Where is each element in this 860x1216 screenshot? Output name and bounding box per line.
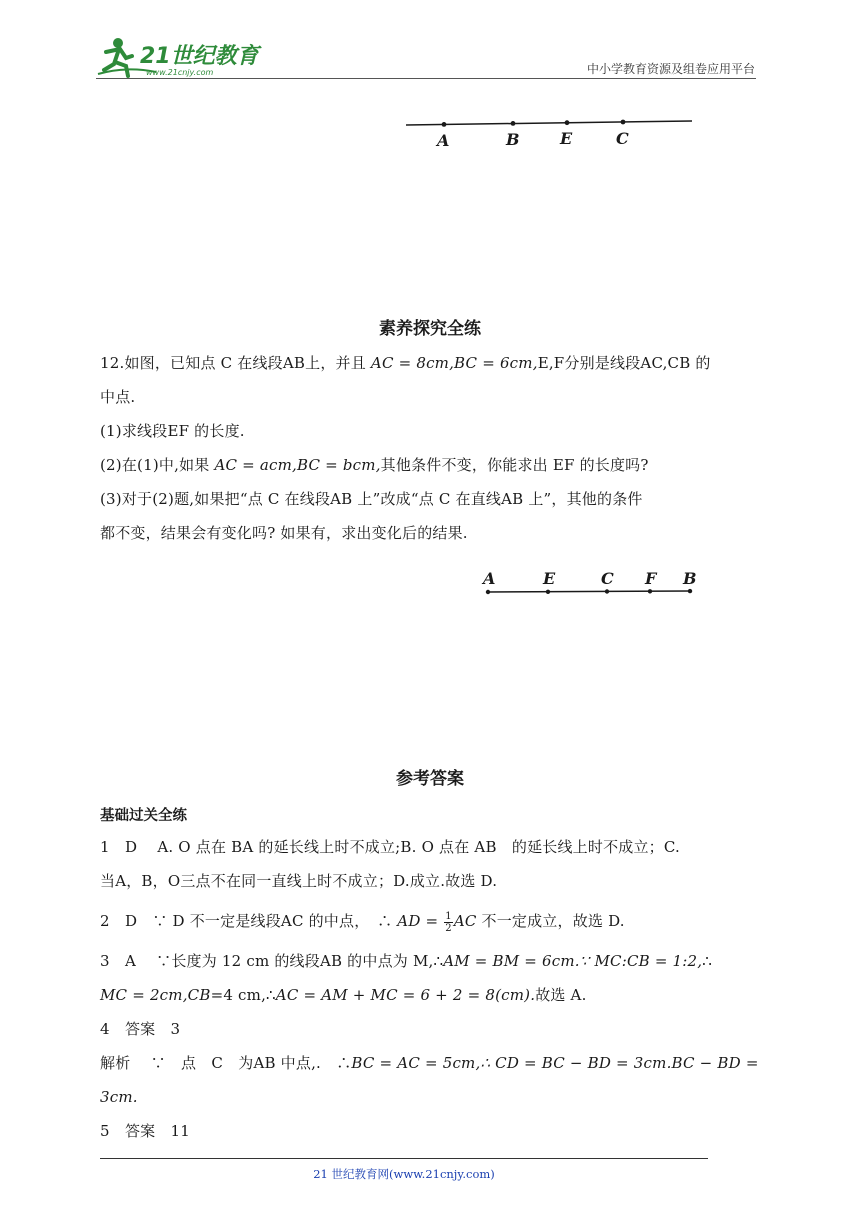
question-12-part-1: (1)求线段EF 的长度. xyxy=(100,422,245,440)
point-F xyxy=(648,589,652,593)
logo-url: www.21cnjy.com xyxy=(146,68,214,77)
label-A: A xyxy=(437,131,450,150)
answer-1-line-1: 1 D A. O 点在 BA 的延长线上时不成立;B. O 点在 AB 的延长线上时不成立；C. xyxy=(100,838,680,856)
a3-math: AC = AM + MC = 6 + 2 = 8(cm). xyxy=(275,986,536,1004)
a2-math: AC xyxy=(453,912,477,930)
a3-text: 故选 A. xyxy=(535,986,587,1004)
label-B: B xyxy=(506,130,520,149)
q12-text: (2)在(1)中,如果 xyxy=(100,456,215,474)
section-title: 素养探究全练 xyxy=(379,319,481,339)
point-B xyxy=(688,589,692,593)
figure-line-AEBC xyxy=(400,110,700,155)
a4-math: BC = AC = 5cm,∴ CD = BC − BD = 3cm.BC − BD = xyxy=(351,1054,759,1072)
point-A xyxy=(442,122,447,127)
question-12-line-2: 中点. xyxy=(100,388,136,406)
fraction-denominator: 2 xyxy=(445,922,452,934)
question-12-part-3: (3)对于(2)题,如果把“点 C 在线段AB 上”改成“点 C 在直线AB 上”，其他的条件 xyxy=(100,490,643,508)
answer-4-line-2 xyxy=(100,1046,760,1080)
point-C xyxy=(621,120,626,125)
answer-4-line-3 xyxy=(100,1080,760,1114)
a3-text: ∴ xyxy=(702,952,713,970)
q12-text: 12.如图，已知点 C 在线段AB上，并且 xyxy=(100,354,371,372)
question-12-line-1 xyxy=(100,346,760,380)
a3-math: AM = BM = 6cm.∵ MC:CB = 1:2, xyxy=(443,952,703,970)
a2-text: 不一定成立，故选 D. xyxy=(481,912,625,930)
a3-math: MC = 2cm,CB xyxy=(100,986,211,1004)
label-E: E xyxy=(560,129,573,148)
footer-divider xyxy=(100,1158,708,1159)
site-logo xyxy=(96,36,266,78)
q12-math: AC = acm,BC = bcm, xyxy=(214,456,381,474)
label-B: B xyxy=(683,569,697,588)
answers-subtitle: 基础过关全练 xyxy=(100,808,187,824)
label-C: C xyxy=(601,569,614,588)
answer-5-line-1: 5 答案 11 xyxy=(100,1122,191,1140)
point-E xyxy=(546,590,550,594)
answer-3-line-2 xyxy=(100,978,760,1012)
q12-math: AC = 8cm,BC = 6cm, xyxy=(370,354,538,372)
label-F: F xyxy=(645,569,657,588)
question-12-part-3-cont: 都不变，结果会有变化吗? 如果有，求出变化后的结果. xyxy=(100,524,468,542)
point-C xyxy=(605,589,609,593)
label-E: E xyxy=(543,569,556,588)
a2-math: AD = xyxy=(397,912,439,930)
label-A: A xyxy=(483,569,496,588)
fraction-numerator: 1 xyxy=(445,910,452,922)
answers-title: 参考答案 xyxy=(396,769,464,789)
answer-3-line-1 xyxy=(100,944,760,978)
fraction-one-half xyxy=(444,911,453,934)
q12-text: E,F分别是线段AC,CB 的 xyxy=(537,354,711,372)
header-divider xyxy=(96,78,756,79)
a2-text: 2 D ∵ D 不一定是线段AC 的中点， ∴ xyxy=(100,912,393,930)
logo-text: 21世纪教育 xyxy=(140,44,259,69)
a4-math: 3cm. xyxy=(100,1088,138,1106)
a4-text: 解析 ∵ 点 C 为AB 中点,. ∴ xyxy=(100,1054,352,1072)
header-tagline: 中小学教育资源及组卷应用平台 xyxy=(586,62,755,76)
point-B xyxy=(511,121,516,126)
answer-1-line-2: 当A，B，O三点不在同一直线上时不成立；D.成立.故选 D. xyxy=(100,872,498,890)
point-E xyxy=(565,120,570,125)
q12-text: 其他条件不变，你能求出 EF 的长度吗? xyxy=(380,456,649,474)
label-C: C xyxy=(616,129,629,148)
figure-line-AECFB xyxy=(480,568,700,604)
footer-link[interactable]: 21 世纪教育网(www.21cnjy.com) xyxy=(313,1167,495,1181)
point-A xyxy=(486,590,490,594)
answer-4-line-1: 4 答案 3 xyxy=(100,1020,181,1038)
a3-text: 3 A ∵长度为 12 cm 的线段AB 的中点为 M,∴ xyxy=(100,952,444,970)
question-12-part-2 xyxy=(100,448,760,482)
answer-2 xyxy=(100,904,760,938)
a3-text: =4 cm,∴ xyxy=(210,986,276,1004)
